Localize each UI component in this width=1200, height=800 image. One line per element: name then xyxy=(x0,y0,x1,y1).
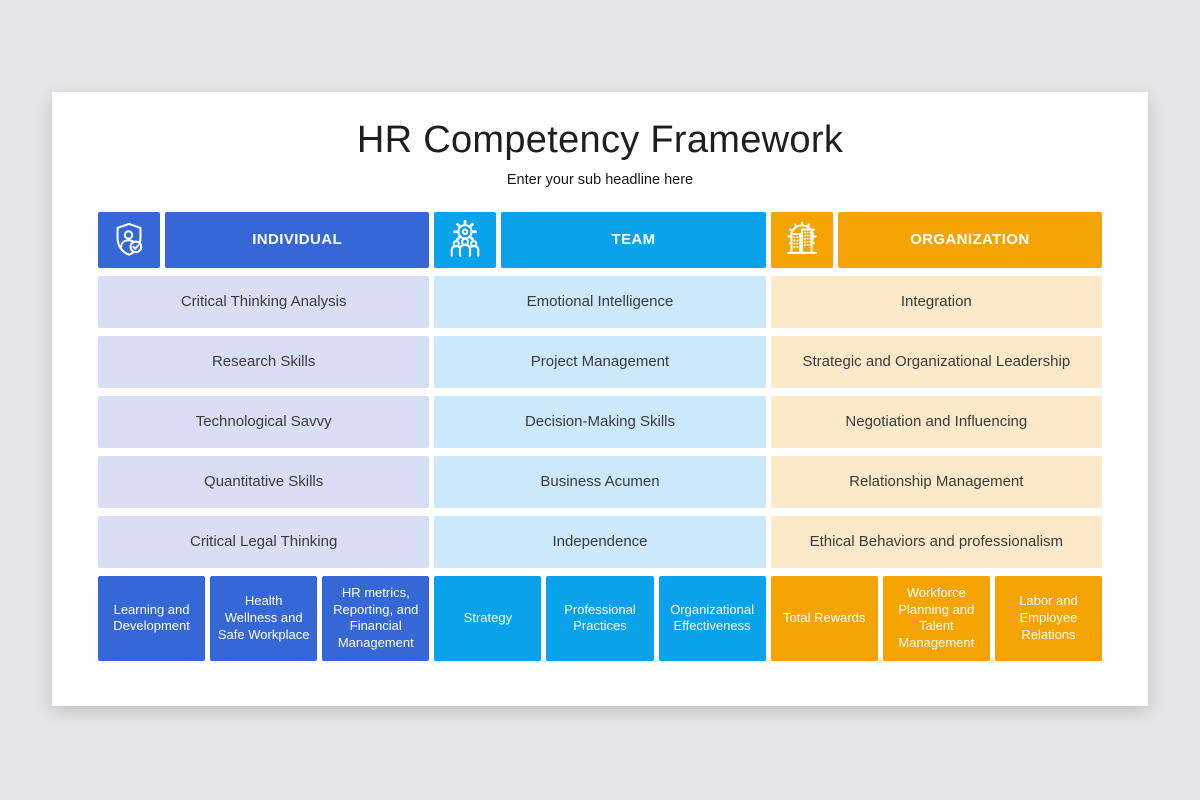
organization-icon-box xyxy=(771,212,833,268)
competency-cell: Research Skills xyxy=(98,336,429,388)
page-title: HR Competency Framework xyxy=(356,119,844,161)
column-team xyxy=(434,212,765,661)
competency-cell: Relationship Management xyxy=(771,456,1102,508)
organization-footer-row xyxy=(771,576,1102,661)
category-box: Workforce Planning and Talent Management xyxy=(883,576,990,661)
competency-cell: Negotiation and Influencing xyxy=(771,396,1102,448)
team-header: TEAM xyxy=(501,212,765,268)
competency-cell: Project Management xyxy=(434,336,765,388)
individual-footer-row xyxy=(98,576,429,661)
category-box: Learning and Development xyxy=(98,576,205,661)
column-organization xyxy=(771,212,1102,661)
column-organization-header-row xyxy=(771,212,1102,268)
competency-cell: Independence xyxy=(434,516,765,568)
competency-cell: Critical Legal Thinking xyxy=(98,516,429,568)
team-footer-row xyxy=(434,576,765,661)
individual-header: INDIVIDUAL xyxy=(165,212,429,268)
category-box: Labor and Employee Relations xyxy=(995,576,1102,661)
column-team-header-row xyxy=(434,212,765,268)
category-box: HR metrics, Reporting, and Financial Management xyxy=(322,576,429,661)
category-box: Health Wellness and Safe Workplace xyxy=(210,576,317,661)
framework-grid xyxy=(98,212,1102,661)
team-gear-icon xyxy=(443,218,487,262)
competency-cell: Ethical Behaviors and professionalism xyxy=(771,516,1102,568)
organization-header: ORGANIZATION xyxy=(838,212,1102,268)
category-box: Organizational Effectiveness xyxy=(659,576,766,661)
category-box: Professional Practices xyxy=(546,576,653,661)
individual-icon-box xyxy=(98,212,160,268)
competency-cell: Critical Thinking Analysis xyxy=(98,276,429,328)
category-box: Strategy xyxy=(434,576,541,661)
competency-cell: Emotional Intelligence xyxy=(434,276,765,328)
team-icon-box xyxy=(434,212,496,268)
competency-cell: Integration xyxy=(771,276,1102,328)
competency-cell: Business Acumen xyxy=(434,456,765,508)
slide xyxy=(52,92,1148,706)
page-subtitle: Enter your sub headline here xyxy=(506,171,694,188)
column-individual-header-row xyxy=(98,212,429,268)
building-gear-icon xyxy=(780,218,824,262)
category-box: Total Rewards xyxy=(771,576,878,661)
column-individual xyxy=(98,212,429,661)
shield-user-check-icon xyxy=(107,218,151,262)
competency-cell: Strategic and Organizational Leadership xyxy=(771,336,1102,388)
competency-cell: Technological Savvy xyxy=(98,396,429,448)
competency-cell: Decision-Making Skills xyxy=(434,396,765,448)
competency-cell: Quantitative Skills xyxy=(98,456,429,508)
